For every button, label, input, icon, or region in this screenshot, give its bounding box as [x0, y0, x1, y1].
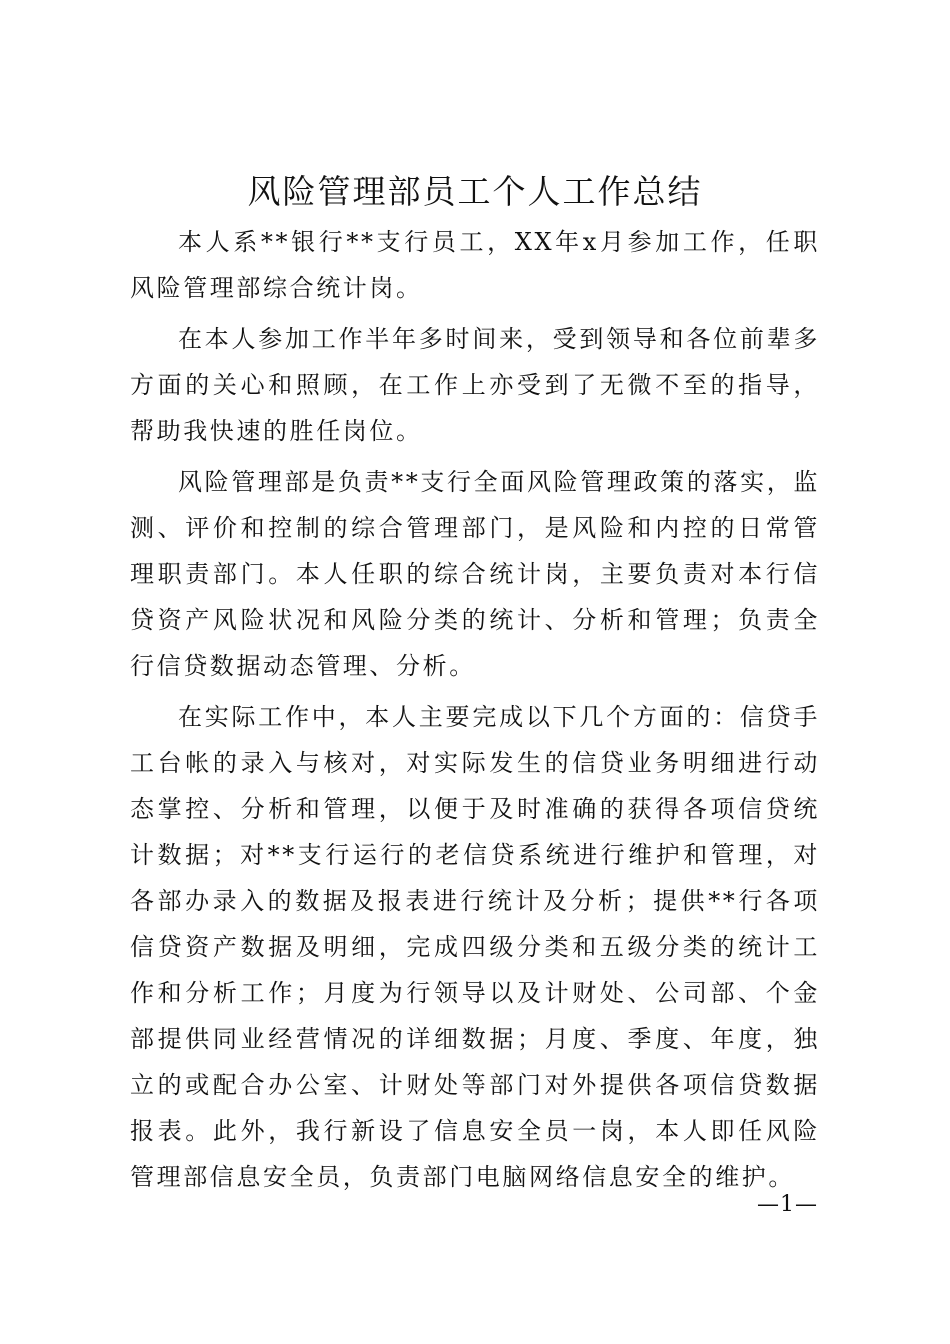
page-number: —1— — [757, 1192, 818, 1217]
paragraph-department-role: 风险管理部是负责**支行全面风险管理政策的落实，监测、评价和控制的综合管理部门，是风险和内控的日常管理职责部门。本人任职的综合统计岗，主要负责对本行信贷资产风险状况和风险分类的统计、分析和管理；负责全行信贷数据动态管理、分析。 — [130, 468, 820, 680]
paragraph-intro: 本人系**银行**支行员工，XX年x月参加工作，任职风险管理部综合统计岗。 — [130, 228, 820, 302]
paragraph-gratitude: 在本人参加工作半年多时间来，受到领导和各位前辈多方面的关心和照顾，在工作上亦受到了无微不至的指导，帮助我快速的胜任岗位。 — [130, 325, 820, 445]
document-body — [130, 219, 820, 1205]
document-title: 风险管理部员工个人工作总结 — [247, 172, 703, 211]
paragraph-work-details: 在实际工作中，本人主要完成以下几个方面的：信贷手工台帐的录入与核对，对实际发生的信贷业务明细进行动态掌控、分析和管理，以便于及时准确的获得各项信贷统计数据；对**支行运行的老信贷系统进行维护和管理，对各部办录入的数据及报表进行统计及分析；提供**行各项信贷资产数据及明细，完成四级分类和五级分类的统计工作和分析工作；月度为行领导以及计财处、公司部、个金部提供同业经营情况的详细数据；月度、季度、年度，独立的或配合办公室、计财处等部门对外提供各项信贷数据报表。此外，我行新设了信息安全员一岗，本人即任风险管理部信息安全员，负责部门电脑网络信息安全的维护。 — [130, 703, 820, 1191]
